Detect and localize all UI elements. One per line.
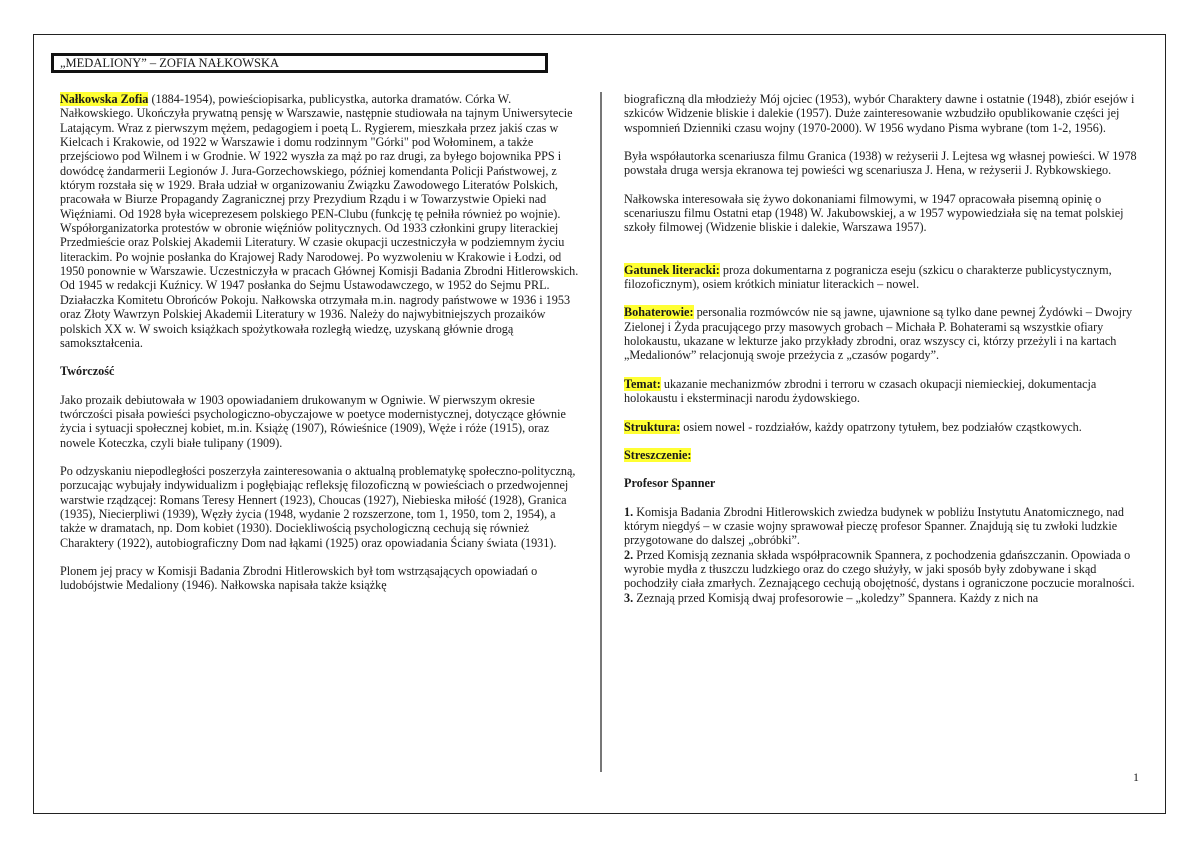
struktura-text: osiem nowel - rozdziałów, każdy opatrzony tytułem, bez podziałów cząstkowych. (680, 419, 1082, 434)
tworczosc-paragraph-3: Plonem jej pracy w Komisji Badania Zbrodni Hitlerowskich był tom wstrząsających opowiadań o ludobójstwie Medaliony (1946). Nałkowska napisała także książkę (60, 563, 538, 593)
biography-text: (1884-1954), powieściopisarka, publicystka, autorka dramatów. Córka W. Nałkowskiego. Ukończyła prywatną pensję w Warszawie, następnie studiowała na tajnym Uniwersytecie Latającym. Wraz z pierwszym mężem, pedagogiem i poetą L. Rygierem, mieszkała przez jakiś czas w Kielcach i Krakowie, od 1922 w Warszawie i domu rodzinnym "Górki" pod Wołominem, a także przejściowo pod Wilnem i w Grodnie. W 1922 wyszła za mąż po raz drugi, za byłego bojownika PPS i dowódcę żandarmerii Legionów J. Jura-Gorzechowskiego, później komendanta Policji Państwowej, z którym rozstała się w 1929. Brała udział w organizowaniu Związku Zawodowego Literatów Polskich, pracowała w Biurze Propagandy Zagranicznej przy Prezydium Rządu i w Towarzystwie Opieki nad Więźniami. Od 1928 była wiceprezesem polskiego PEN-Clubu (funkcję tę pełniła również po wojnie). Współorganizatorka protestów w obronie więźniów politycznych. Od 1933 członkini grupy literackiej Przedmieście oraz Polskiej Akademii Literatury. W czasie okupacji uczestniczyła w podziemnym życiu literackim. Po wojnie posłanka do Krajowej Rady Narodowej. Po wyzwoleniu w Krakowie i Łodzi, od 1950 ponownie w Warszawie. Uczestniczyła w pracach Głównej Komisji Badania Zbrodni Hitlerowskich. Od 1945 w redakcji Kuźnicy. W 1947 posłanka do Sejmu Ustawodawczego, w 1952 do Sejmu PRL. Działaczka Komitetu Obrońców Pokoju. Nałkowska otrzymała m.in. nagrody państwowe w 1936 i 1953 oraz Złoty Wawrzyn Polskiej Akademii Literatury w 1936. Należy do najwybitniejszych prozaików polskich XX w. W swoich książkach spożytkowała rozległą wiedzę, uzyskaną głównie drogą samokształcenia. (60, 92, 579, 350)
tworczosc-paragraph-2: Po odzyskaniu niepodległości poszerzyła zainteresowania o aktualną problematykę społeczno-polityczną, porzucając wybujały indywidualizm i pogłębiając refleksję filozoficzną w powieściach o przedwojennej warstwie rządzącej: Romans Teresy Hennert (1923), Choucas (1927), Niebieska miłość (1928), Granica (1935), Niecierpliwi (1939), Węzły życia (1948, wydanie 2 rozszerzone, tom 1, 1950, tom 2, 1954), a także w dramatach, np. Dom kobiet (1930). Dociekliwością psychologiczną cechują się również Charaktery (1922), autobiograficzny Dom nad łąkami (1925) oraz opowiadania Ściany świata (1931). (60, 463, 576, 550)
profesor-spanner-heading: Profesor Spanner (624, 476, 716, 491)
summary-item-1 (624, 505, 1144, 548)
column-divider (600, 92, 602, 772)
bohaterowie-label: Bohaterowie: (624, 305, 694, 320)
temat-label: Temat: (624, 376, 661, 391)
tworczosc-paragraph-1: Jako prozaik debiutowała w 1903 opowiadaniem drukowanym w Ogniwie. W pierwszym okresie twórczości pisała powieści psychologiczno-obyczajowe w poetyce modernistycznej, dotyczące głównie życia i sytuacji społecznej kobiet, m.in. Książę (1907), Rówieśnice (1909), Węże i róże (1915), oraz nowele Koteczka, czyli białe tulipany (1909). (60, 392, 566, 450)
left-column (60, 92, 580, 593)
temat-paragraph (624, 377, 1144, 406)
bohaterowie-text: personalia rozmówców nie są jawne, ujawnione są tylko dane pewnej Żydówki – Dwojry Zielonej i Żyda pracującego przy masowych grobach – Michała P. Bohaterami są wszystkie ofiary holokaustu, ukazane w lekturze jako przykłady zbrodni, oraz wszyscy ci, którzy przeżyli i na kartach „Medalionów” relacjonują swoje przeżycia z „czasów pogardy”. (624, 305, 1133, 363)
gatunek-paragraph (624, 263, 1144, 292)
tworczosc-heading: Twórczość (60, 364, 115, 379)
page-number: 1 (1133, 770, 1139, 784)
right-column (624, 92, 1144, 605)
document-title: „MEDALIONY” – ZOFIA NAŁKOWSKA (51, 53, 548, 73)
streszczenie-paragraph (624, 448, 1144, 462)
biography-paragraph (60, 92, 580, 350)
item-number: 2. (624, 547, 634, 562)
summary-item-2 (624, 548, 1144, 591)
film-paragraph-1: Była współautorka scenariusza filmu Granica (1938) w reżyserii J. Lejtesa wg własnej powieści. W 1978 powstała druga wersja ekranowa tej powieści wg scenariusza J. Hena, w reżyserii J. Rybkowskiego. (624, 149, 1137, 178)
summary-item-3 (624, 591, 1144, 605)
item-text: Komisja Badania Zbrodni Hitlerowskich zwiedza budynek w pobliżu Instytutu Anatomicznego, nad którym niegdyś – w czasie wojny sprawował pieczę profesor Spanner. Znajdują się tu zwłoki ludzkie przygotowane do dalszej „obróbki”. (624, 504, 1124, 548)
gatunek-text: proza dokumentarna z pogranicza eseju (szkicu o charakterze publicystycznym, filozoficznym), osiem krótkich miniatur literackich – nowel. (624, 262, 1112, 292)
item-number: 3. (624, 590, 634, 605)
item-text: Zeznają przed Komisją dwaj profesorowie – „koledzy” Spannera. Każdy z nich na (633, 590, 1039, 605)
bohaterowie-paragraph (624, 305, 1144, 362)
author-name-highlight: Nałkowska Zofia (60, 92, 149, 106)
struktura-paragraph (624, 420, 1144, 434)
struktura-label: Struktura: (624, 419, 681, 434)
biography-continuation: biograficzną dla młodzieży Mój ojciec (1953), wybór Charaktery dawne i ostatnie (1948), zbiór esejów i szkiców Widzenie bliskie i dalekie (1957). Duże zainteresowanie wzbudziło opublikowanie części jej wspomnień Dzienniki czasu wojny (1970-2000). W 1956 wydano Pisma wybrane (tom 1-2, 1956). (624, 92, 1135, 135)
gatunek-label: Gatunek literacki: (624, 262, 720, 277)
item-number: 1. (624, 504, 634, 519)
streszczenie-label: Streszczenie: (624, 447, 692, 462)
item-text: Przed Komisją zeznania składa współpracownik Spannera, z pochodzenia gdańszczanin. Opowiada o wyrobie mydła z tłuszczu ludzkiego oraz do czego służyły, w jaki sposób były zdobywane i skąd pochodziły ciała zmarłych. Zeznającego cechują obojętność, dystans i ograniczone poczucie moralności. (624, 547, 1135, 591)
temat-text: ukazanie mechanizmów zbrodni i terroru w czasach okupacji niemieckiej, dokumentacja holokaustu i eksterminacji narodu żydowskiego. (624, 376, 1097, 406)
film-paragraph-2: Nałkowska interesowała się żywo dokonaniami filmowymi, w 1947 opracowała pisemną opinię o scenariuszu filmu Ostatni etap (1948) W. Jakubowskiej, a w 1957 wypowiedziała się na temat polskiej szkoły filmowej (Widzenie bliskie i dalekie, Warszawa 1957). (624, 191, 1124, 235)
